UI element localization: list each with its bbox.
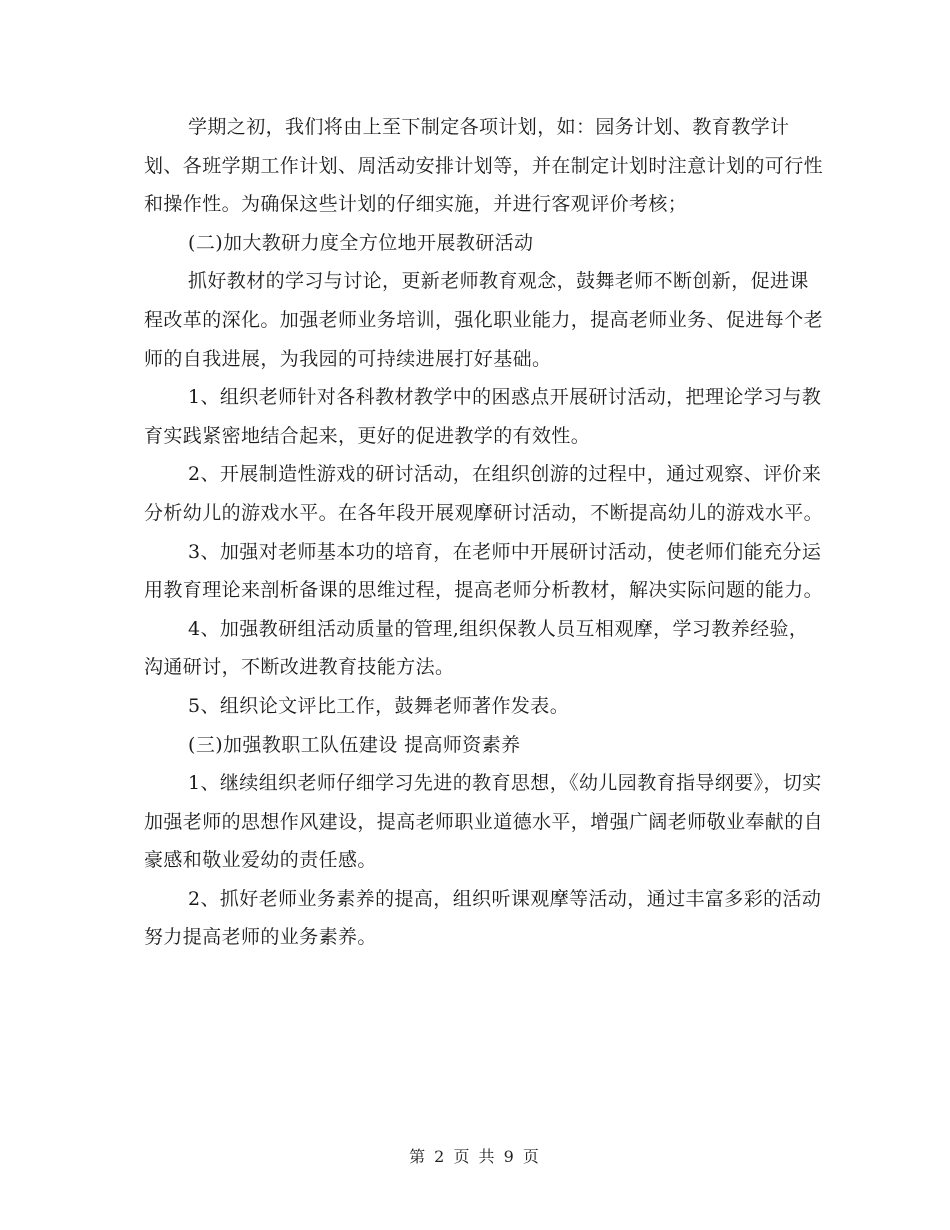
list-item-research-activities: 1、组织老师针对各科教材教学中的困惑点开展研讨活动，把理论学习与教育实践紧密地结合起来，更好的促进教学的有效性。: [144, 386, 822, 447]
page-number-footer: 第 2 页 共 9 页: [409, 1147, 541, 1166]
list-item-basic-skills: 3、加强对老师基本功的培育，在老师中开展研讨活动，使老师们能充分运用教育理论来剖析备课的思维过程，提高老师分析教材，解决实际问题的能力。: [144, 540, 824, 602]
heading-teaching-research: (二)加大教研力度全方位地开展教研活动: [188, 231, 534, 254]
heading-staff-development: (三)加强教职工队伍建设 提高师资素养: [188, 733, 521, 756]
list-item-research-group-quality: 4、加强教研组活动质量的管理,组织保教人员互相观摩，学习教养经验，沟通研讨，不断改进教育技能方法。: [144, 617, 809, 679]
list-item-education-guidelines: 1、继续组织老师仔细学习先进的教育思想，《幼儿园教育指导纲要》，切实加强老师的思想作风建设，提高老师职业道德水平，增强广阔老师敬业奉献的自豪感和敬业爱幼的责任感。: [144, 772, 824, 872]
paragraph-semester-plans: 学期之初，我们将由上至下制定各项计划，如：园务计划、教育教学计划、各班学期工作计划、周活动安排计划等，并在制定计划时注意计划的可行性和操作性。为确保这些计划的仔细实施，并进行客观评价考核；: [144, 116, 824, 216]
paragraph-textbook-study: 抓好教材的学习与讨论，更新老师教育观念，鼓舞老师不断创新，促进课程改革的深化。加强老师业务培训，强化职业能力，提高老师业务、促进每个老师的自我进展，为我园的可持续进展打好基础。: [144, 270, 824, 370]
document-body: [144, 108, 824, 957]
list-item-creative-games: 2、开展制造性游戏的研讨活动，在组织创游的过程中，通过观察、评价来分析幼儿的游戏水平。在各年段开展观摩研讨活动，不断提高幼儿的游戏水平。: [144, 463, 824, 524]
list-item-professional-quality: 2、抓好老师业务素养的提高，组织听课观摩等活动，通过丰富多彩的活动努力提高老师的业务素养。: [144, 887, 822, 949]
list-item-paper-competition: 5、组织论文评比工作，鼓舞老师著作发表。: [188, 694, 570, 717]
